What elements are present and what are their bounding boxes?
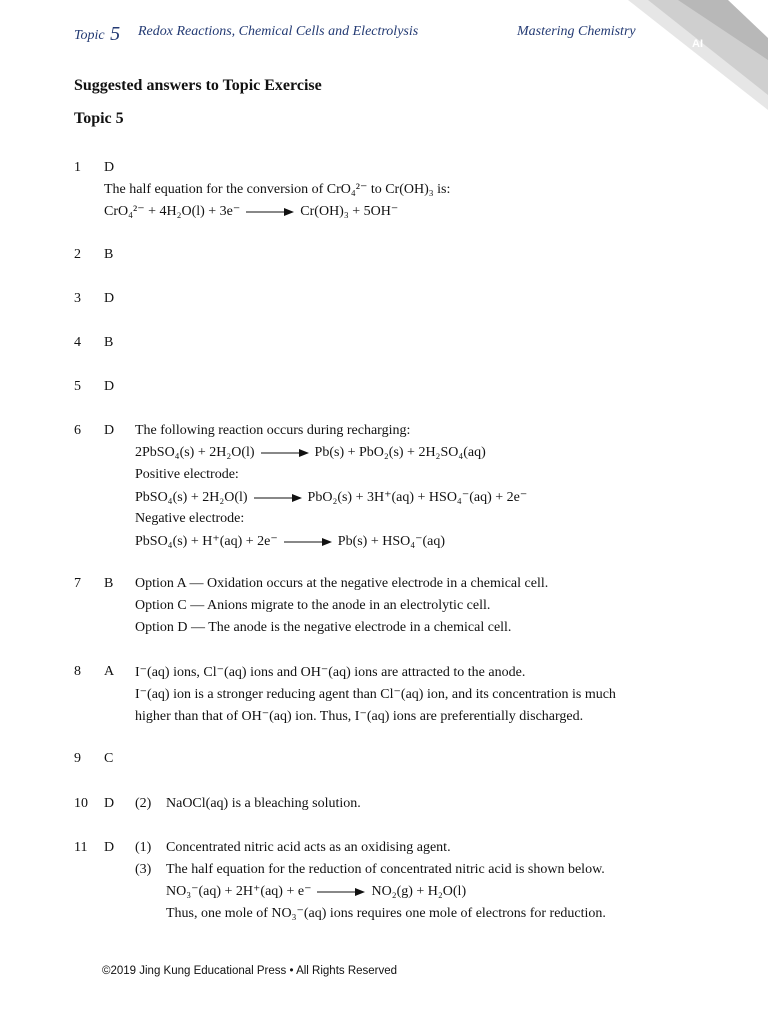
question-answer: D (104, 840, 115, 855)
equation-right: NO₂(g) + H₂O(l) (371, 884, 467, 899)
reaction-arrow-icon (261, 448, 309, 458)
question-answer: D (104, 160, 115, 175)
equation-right: Pb(s) + HSO₄⁻(aq) (337, 534, 446, 549)
header-topic-word: Topic (74, 28, 105, 43)
equation-right: PbO₂(s) + 3H⁺(aq) + HSO₄⁻(aq) + 2e⁻ (307, 490, 528, 505)
header-topic (74, 22, 122, 45)
question-answer: D (104, 796, 115, 811)
corner-label: AI (692, 38, 703, 50)
question-number: 9 (74, 751, 81, 766)
explanation-line: higher than that of OH⁻(aq) ion. Thus, I⁻(aq) ions are preferentially discharged. (135, 709, 584, 724)
positive-electrode-equation (135, 489, 527, 506)
negative-electrode-equation (135, 533, 445, 550)
overall-equation (135, 445, 486, 461)
part-label: (3) (135, 862, 152, 877)
question-number: 3 (74, 291, 81, 306)
question-answer: A (104, 664, 115, 679)
part-explanation: Thus, one mole of NO₃⁻(aq) ions requires one mole of electrons for reduction. (166, 906, 606, 921)
explanation-line: I⁻(aq) ions, Cl⁻(aq) ions and OH⁻(aq) ions are attracted to the anode. (135, 665, 526, 680)
equation-right: Pb(s) + PbO₂(s) + 2H₂SO₄(aq) (314, 445, 486, 460)
option-c-explanation: Option C — Anions migrate to the anode in an electrolytic cell. (135, 598, 491, 613)
reaction-arrow-icon (317, 887, 365, 897)
explanation-line: I⁻(aq) ion is a stronger reducing agent than Cl⁻(aq) ion, and its concentration is much (135, 687, 616, 702)
option-a-explanation: Option A — Oxidation occurs at the negative electrode in a chemical cell. (135, 576, 549, 591)
reaction-arrow-icon (254, 493, 302, 503)
header-book-title: Mastering Chemistry (517, 24, 636, 39)
part-explanation: NaOCl(aq) is a bleaching solution. (166, 796, 361, 811)
part-label: (2) (135, 796, 152, 811)
equation-left: NO₃⁻(aq) + 2H⁺(aq) + e⁻ (166, 884, 312, 899)
positive-electrode-label: Positive electrode: (135, 467, 239, 482)
equation-left: CrO₄²⁻ + 4H₂O(l) + 3e⁻ (104, 204, 241, 219)
question-answer: B (104, 335, 114, 350)
reaction-arrow-icon (284, 537, 332, 547)
question-answer: B (104, 576, 114, 591)
question-number: 5 (74, 379, 81, 394)
question-number: 1 (74, 160, 81, 175)
part-explanation: The half equation for the reduction of concentrated nitric acid is shown below. (166, 862, 605, 877)
part-explanation: Concentrated nitric acid acts as an oxidising agent. (166, 840, 451, 855)
header-topic-number: 5 (110, 23, 121, 45)
question-explanation: The following reaction occurs during recharging: (135, 423, 411, 438)
question-number: 10 (74, 796, 88, 811)
question-number: 4 (74, 335, 81, 350)
question-answer: D (104, 379, 115, 394)
equation-right: Cr(OH)₃ + 5OH⁻ (300, 204, 399, 219)
option-d-explanation: Option D — The anode is the negative electrode in a chemical cell. (135, 620, 512, 635)
part-label: (1) (135, 840, 152, 855)
question-answer: C (104, 751, 114, 766)
equation-left: PbSO₄(s) + 2H₂O(l) (135, 490, 248, 505)
equation-left: PbSO₄(s) + H⁺(aq) + 2e⁻ (135, 534, 278, 549)
question-number: 2 (74, 247, 81, 262)
page-corner-decoration (608, 0, 768, 110)
negative-electrode-label: Negative electrode: (135, 511, 245, 526)
question-explanation: The half equation for the conversion of CrO₄²⁻ to Cr(OH)₃ is: (104, 182, 451, 197)
page-title: Suggested answers to Topic Exercise (74, 77, 322, 94)
equation-left: 2PbSO₄(s) + 2H₂O(l) (135, 445, 255, 460)
question-answer: D (104, 423, 115, 438)
copyright-footer: ©2019 Jing Kung Educational Press • All Rights Reserved (102, 965, 398, 977)
question-answer: B (104, 247, 114, 262)
question-number: 11 (74, 840, 88, 855)
half-equation (166, 883, 466, 900)
question-number: 6 (74, 423, 81, 438)
question-answer: D (104, 291, 115, 306)
half-equation (104, 203, 398, 220)
question-number: 8 (74, 664, 81, 679)
question-number: 7 (74, 576, 81, 591)
page-subtitle: Topic 5 (74, 110, 124, 127)
reaction-arrow-icon (246, 207, 294, 217)
header-topic-title: Redox Reactions, Chemical Cells and Electrolysis (138, 24, 419, 39)
